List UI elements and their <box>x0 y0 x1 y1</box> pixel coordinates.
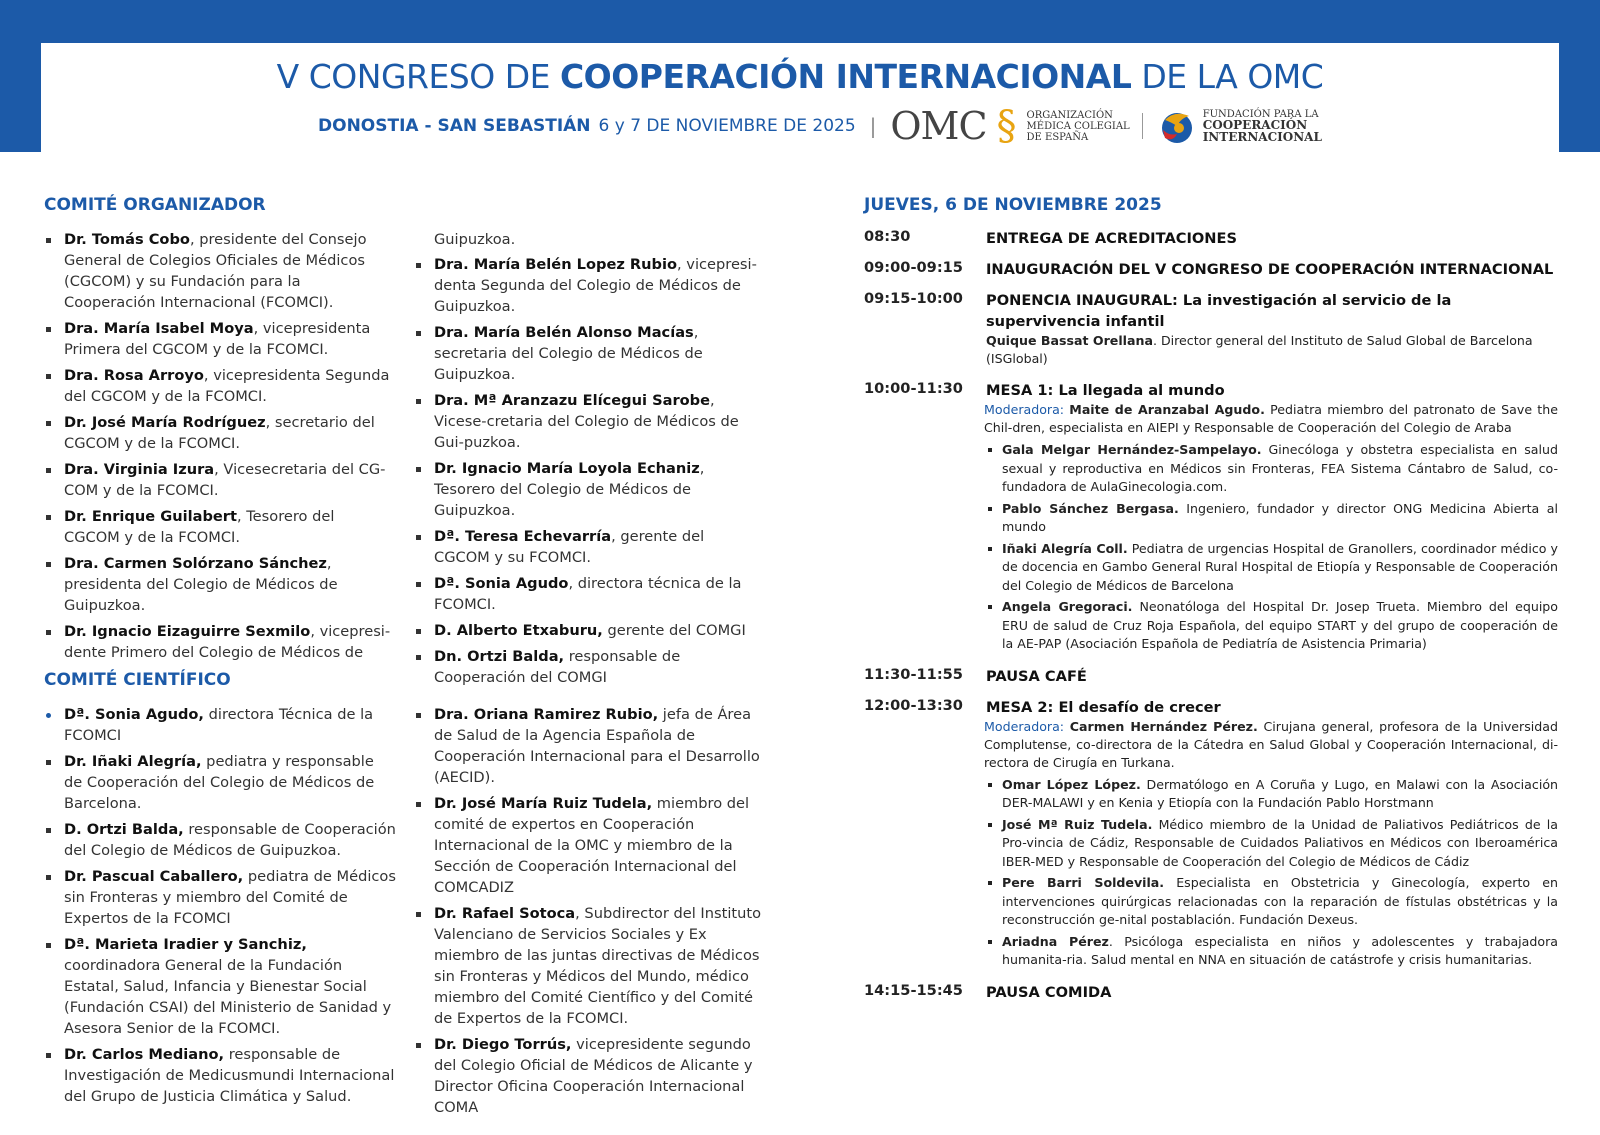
scientific-list-2 <box>414 704 766 1118</box>
talk-speaker-role: Médico miembro de la Unidad de Paliativos Pediátricos de la Pro-vincia de Cádiz, Responsable de Cuidados Paliativos en Médicos con Iberoamérica IBER-MED y Responsable de Cooperación del Colegio de Médicos de Cádiz <box>1002 816 1558 869</box>
member-name: D. Ortzi Balda, <box>64 821 184 838</box>
member-item <box>414 620 764 641</box>
schedule-row <box>864 982 1558 1003</box>
moderator <box>984 401 1558 437</box>
event-dates: 6 y 7 DE NOVIEMBRE DE 2025 <box>598 116 856 136</box>
member-role: , secretaria del Colegio de Médicos de Guipuzkoa. <box>434 324 703 383</box>
session-time: 09:15-10:00 <box>864 290 963 307</box>
session-time: 08:30 <box>864 228 911 245</box>
session-content <box>986 982 1558 1003</box>
member-role: , directora técnica de la FCOMCI. <box>434 575 742 613</box>
member-item <box>44 704 396 746</box>
member-item <box>44 621 394 663</box>
talk-speaker-role: Pediatra de urgencias Hospital de Granollers, coordinador médico y de docencia en Gambo General Rural Hospital de Etiopía y Responsable de Cooperación del Colegio de Médicos de Barcelona <box>1002 540 1558 593</box>
globe-logo-icon <box>1155 106 1195 146</box>
member-role: , secretario del CGCOM y de la FCOMCI. <box>64 414 375 452</box>
member-item <box>414 322 764 385</box>
city: DONOSTIA - SAN SEBASTIÁN <box>318 116 591 136</box>
member-name: Dr. Rafael Sotoca <box>434 905 576 922</box>
member-item <box>44 819 396 861</box>
member-item <box>414 704 766 788</box>
member-item <box>44 412 394 454</box>
page-header <box>41 43 1559 161</box>
moderator-name: Carmen Hernández Pérez. <box>1069 718 1258 734</box>
session-speaker <box>986 332 1558 368</box>
schedule-heading: JUEVES, 6 DE NOVIEMBRE 2025 <box>864 195 1162 215</box>
moderator-label: Moderadora: <box>984 402 1065 417</box>
member-item <box>44 866 396 929</box>
talk-speaker-role: Ingeniero, fundador y director ONG Medicina Abierta al mundo <box>1002 500 1559 534</box>
fcomci-org-name <box>1203 109 1322 144</box>
member-name: Dr. Pascual Caballero, <box>64 868 244 885</box>
member-item <box>414 458 764 521</box>
member-name: Dr. José María Ruiz Tudela, <box>434 795 653 812</box>
talk-speaker-name: Omar López López. <box>1002 776 1141 792</box>
member-item <box>44 365 394 407</box>
member-role: , vicepresidenta Segunda del CGCOM y de la FCOMCI. <box>64 367 390 405</box>
member-name: Dra. Rosa Arroyo <box>64 367 204 384</box>
member-role: responsable de Cooperación del COMGI <box>434 648 681 686</box>
talk-speaker-name: Gala Melgar Hernández-Sampelayo. <box>1002 442 1262 457</box>
speaker-list <box>986 441 1558 654</box>
member-name: Dr. Carlos Mediano, <box>64 1046 225 1063</box>
organizing-col-2 <box>414 229 764 693</box>
member-role: responsable de Investigación de Medicusmundi Internacional del Grupo de Justicia Climática y Salud. <box>64 1046 395 1105</box>
talk-speaker-role: Ginecóloga y obstetra especialista en salud sexual y reproductiva en Médicos sin Fronteras, FEA Sistema Cántabro de Salud, co-fundadora de AulaGinecologia.com. <box>1002 442 1558 494</box>
continuation-text: Guipuzkoa. <box>434 231 516 248</box>
member-name: Dra. Oriana Ramirez Rubio, <box>434 706 659 723</box>
scientific-col-1 <box>44 704 396 1112</box>
member-role: jefa de Área de Salud de la Agencia Española de Cooperación Internacional para el Desarrollo (AECID). <box>434 706 760 786</box>
speaker-item <box>986 933 1558 970</box>
member-role: , presidenta del Colegio de Médicos de Guipuzkoa. <box>64 555 338 614</box>
member-name: Dra. Mª Aranzazu Elícegui Sarobe <box>434 392 711 409</box>
session-time: 10:00-11:30 <box>864 380 963 397</box>
talk-speaker-name: Pablo Sánchez Bergasa. <box>1002 500 1179 516</box>
member-role: gerente del COMGI <box>602 622 746 639</box>
session-content <box>986 290 1558 368</box>
member-name: Dª. Marieta Iradier y Sanchiz, <box>64 936 307 953</box>
member-item <box>44 318 394 360</box>
member-name: Dra. María Belén Lopez Rubio <box>434 256 678 273</box>
speaker-list <box>986 776 1558 970</box>
talk-speaker-role: Dermatólogo en A Coruña y Lugo, en Malawi con la Asociación DER-MALAWI y en Kenia y Etiopía con la Fundación Pablo Horstmann <box>1002 776 1559 810</box>
moderator-role: Pediatra miembro del patronato de Save the Chil-dren, especialista en AIEPI y Responsable de Cooperación del Colegio de Araba <box>984 402 1558 435</box>
organizing-col-1 <box>44 229 394 668</box>
member-role: , gerente del CGCOM y su FCOMCI. <box>434 528 705 566</box>
speaker-item <box>986 441 1558 497</box>
session-content <box>986 380 1558 654</box>
moderator-role: Cirujana general, profesora de la Universidad Complutense, co-directora de la Cátedra en Salud Global y Cooperación Internacional, di-rectora de Cirugía en Turkana. <box>984 718 1558 770</box>
member-name: Dª. Sonia Agudo, <box>64 706 204 723</box>
talk-speaker-name: José Mª Ruiz Tudela. <box>1002 816 1153 832</box>
moderator <box>984 718 1558 772</box>
org-line-3: DE ESPAÑA <box>1026 131 1089 143</box>
member-role: , vicepresi-denta Segunda del Colegio de Médicos de Guipuzkoa. <box>434 256 757 315</box>
member-item <box>414 390 764 453</box>
talk-speaker-name: Ariadna Pérez <box>1002 933 1109 949</box>
title-prefix: V CONGRESO DE <box>276 57 560 96</box>
schedule <box>864 228 1558 1013</box>
member-name: Dr. Ignacio Eizaguirre Sexmilo <box>64 623 311 640</box>
schedule-row <box>864 380 1558 654</box>
scientific-list-1 <box>44 704 396 1107</box>
member-name: Dra. Carmen Solórzano Sánchez <box>64 555 327 572</box>
scientific-col-2 <box>414 704 766 1123</box>
session-content <box>986 697 1558 970</box>
moderator-name: Maite de Aranzabal Agudo. <box>1069 402 1265 417</box>
member-role: , vicepresi-dente Primero del Colegio de Médicos de <box>64 623 391 661</box>
talk-speaker-role: Especialista en Obstetricia y Ginecología, experto en intervenciones quirúrgicas relacionadas con la reparación de fístulas obstétricas y la reconstrucción ge-nital postablación. Fundación Dexeus. <box>1002 875 1558 927</box>
member-role: directora Técnica de la FCOMCI <box>64 706 374 744</box>
separator: | <box>869 114 877 138</box>
member-name: Dª. Teresa Echevarría <box>434 528 612 545</box>
member-role: responsable de Cooperación del Colegio de Médicos de Guipuzkoa. <box>64 821 396 859</box>
member-name: Dr. Iñaki Alegría, <box>64 753 202 770</box>
header-subline <box>318 103 1322 149</box>
session-title: MESA 1: La llegada al mundo <box>986 382 1225 399</box>
congress-title <box>41 57 1559 96</box>
speaker-item <box>986 540 1558 596</box>
session-content <box>986 666 1558 687</box>
member-name: Dr. Diego Torrús, <box>434 1036 572 1053</box>
moderator-label: Moderadora: <box>984 718 1065 734</box>
schedule-row <box>864 259 1558 280</box>
session-time: 14:15-15:45 <box>864 981 963 999</box>
session-title: MESA 2: El desafío de crecer <box>986 698 1221 716</box>
member-item <box>44 751 396 814</box>
speaker-item <box>986 816 1558 872</box>
schedule-row <box>864 228 1558 249</box>
organizing-committee-heading: COMITÉ ORGANIZADOR <box>44 195 266 215</box>
organizing-list-1 <box>44 229 394 663</box>
member-role: , Subdirector del Instituto Valenciano de Servicios Sociales y Ex miembro de las juntas directivas de Médicos sin Fronteras y Médicos del Mundo, médico miembro del Comité Científico y del Comité de Expertos de la FCOMCI. <box>434 905 761 1027</box>
session-time: 09:00-09:15 <box>864 259 963 276</box>
member-name: Dr. José María Rodríguez <box>64 414 266 431</box>
member-item <box>44 934 396 1039</box>
member-role: , Tesorero del Colegio de Médicos de Guipuzkoa. <box>434 460 705 519</box>
session-time: 11:30-11:55 <box>864 665 963 683</box>
member-role: , presidente del Consejo General de Colegios Oficiales de Médicos (CGCOM) y su Fundación para la Cooperación Internacional (FCOMCI). <box>64 231 367 311</box>
fund-line-3: INTERNACIONAL <box>1202 129 1322 144</box>
member-role: pediatra de Médicos sin Fronteras y miembro del Comité de Expertos de la FCOMCI <box>64 868 396 927</box>
speaker-item <box>986 500 1558 537</box>
member-item <box>414 793 766 898</box>
member-item <box>414 254 764 317</box>
speaker-item <box>986 598 1558 654</box>
org-line-1: ORGANIZACIÓN <box>1026 109 1113 121</box>
fund-line-2: COOPERACIÓN <box>1202 117 1308 132</box>
member-role: , Tesorero del CGCOM y de la FCOMCI. <box>64 508 335 546</box>
session-title: ENTREGA DE ACREDITACIONES <box>986 230 1237 247</box>
member-item <box>414 903 766 1029</box>
member-role: , vicepresidenta Primera del CGCOM y de la FCOMCI. <box>64 320 371 358</box>
member-item <box>414 573 764 615</box>
member-role: , Vicesecretaria del CG-COM y de la FCOMCI. <box>64 461 386 499</box>
member-name: Dra. Virginia Izura <box>64 461 215 478</box>
member-role: miembro del comité de expertos en Cooperación Internacional de la OMC y miembro de la Sección de Cooperación Internacional del COMCADIZ <box>434 795 750 896</box>
member-role: coordinadora General de la Fundación Estatal, Salud, Infancia y Bienestar Social (Fundación CSAI) del Ministerio de Sanidad y Asesora Senior de la FCOMCI. <box>64 957 392 1037</box>
scientific-committee-heading: COMITÉ CIENTÍFICO <box>44 670 231 690</box>
title-suffix: DE LA OMC <box>1131 57 1324 96</box>
member-item <box>414 646 764 688</box>
logo-divider <box>1142 113 1143 139</box>
member-name: Dª. Sonia Agudo <box>434 575 569 592</box>
schedule-row <box>864 666 1558 687</box>
member-item <box>44 553 394 616</box>
organizing-list-2 <box>414 254 764 688</box>
talk-speaker-name: Angela Gregoraci. <box>1002 599 1133 614</box>
speaker-role: . Director general del Instituto de Salud Global de Barcelona (ISGlobal) <box>986 333 1533 366</box>
member-item <box>44 1044 396 1107</box>
speaker-name: Quique Bassat Orellana <box>986 333 1153 348</box>
member-name: Dra. María Belén Alonso Macías <box>434 324 694 341</box>
fund-line-1: FUNDACIÓN PARA LA <box>1202 108 1319 120</box>
member-name: Dr. Enrique Guilabert <box>64 508 237 525</box>
session-content <box>986 228 1558 249</box>
session-content <box>986 259 1558 280</box>
session-time: 12:00-13:30 <box>864 696 963 714</box>
org-line-2: MÉDICA COLEGIAL <box>1026 120 1130 132</box>
schedule-row <box>864 290 1558 368</box>
session-title: PONENCIA INAUGURAL: La investigación al servicio de la supervivencia infantil <box>986 292 1452 330</box>
member-role: vicepresidente segundo del Colegio Oficial de Médicos de Alicante y Director Oficina Cooperación Internacional COMA <box>434 1036 753 1116</box>
member-item <box>414 1034 766 1118</box>
schedule-row <box>864 697 1558 970</box>
talk-speaker-role: . Psicóloga especialista en niños y adolescentes y trabajadora humanita-ria. Salud mental en NNA en situación de catástrofe y crisis humanitarias. <box>1002 933 1558 967</box>
caduceus-icon: § <box>996 103 1017 149</box>
talk-speaker-name: Pere Barri Soldevila. <box>1002 875 1165 890</box>
member-item <box>414 526 764 568</box>
speaker-item <box>986 776 1558 813</box>
member-name: Dn. Ortzi Balda, <box>434 648 565 665</box>
member-item <box>44 506 394 548</box>
talk-speaker-role: Neonatóloga del Hospital Dr. Josep Trueta. Miembro del equipo ERU de salud de Cruz Roja Española, del equipo START y del grupo de cooperación de la AE-PAP (Asociación Española de Pediatría de Asistencia Primaria) <box>1002 599 1559 651</box>
member-name: Dr. Ignacio María Loyola Echaniz <box>434 460 700 477</box>
talk-speaker-name: Iñaki Alegría Coll. <box>1002 540 1128 556</box>
session-title: INAUGURACIÓN DEL V CONGRESO DE COOPERACIÓN INTERNACIONAL <box>986 261 1554 278</box>
omc-logo: OMC <box>890 104 987 148</box>
title-bold: COOPERACIÓN INTERNACIONAL <box>559 57 1132 96</box>
member-role: pediatra y responsable de Cooperación del Colegio de Médicos de Barcelona. <box>64 753 375 812</box>
session-title: PAUSA COMIDA <box>986 983 1112 1001</box>
member-item <box>44 229 394 313</box>
member-name: Dr. Tomás Cobo <box>64 231 190 248</box>
speaker-item <box>986 874 1558 930</box>
session-title: PAUSA CAFÉ <box>986 667 1087 685</box>
member-name: Dra. María Isabel Moya <box>64 320 254 337</box>
omc-org-name <box>1027 110 1130 143</box>
member-item <box>44 459 394 501</box>
member-role: , Vicese-cretaria del Colegio de Médicos de Gui-puzkoa. <box>434 392 739 451</box>
member-name: D. Alberto Etxaburu, <box>434 622 603 639</box>
